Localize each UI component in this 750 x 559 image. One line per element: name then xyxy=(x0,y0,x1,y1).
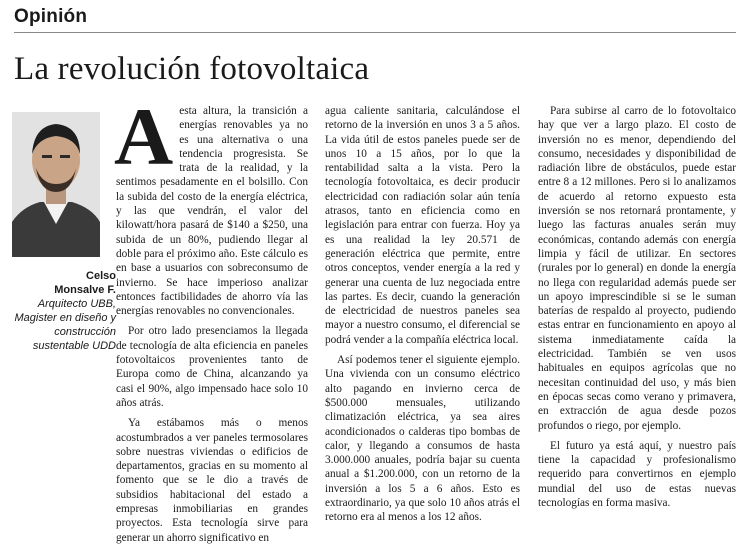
author-credentials: Arquitecto UBB, Magister en diseño y construcción sustentable UDD xyxy=(14,298,116,352)
article-paragraph: Ya estábamos más o menos acostumbrados a ver paneles termosolares sobre nuestras viviendas o edificios de departamentos, gracias en su momento al fomento que se le dio a través de subsidios habitacional del estado a empresas inmobiliarias en grandes proyectos. Esta tecnología sirve para generar un ahorro significativo en xyxy=(116,417,308,544)
article-paragraph: Así podemos tener el siguiente ejemplo. Una vivienda con un consumo eléctrico alto pagando en invierno cerca de $500.000 mensuales, utilizando climatización eléctrica, ya sea aires acondicionados o calderas tipo bombas de calor, y llegando a consumos de hasta 3.000.000 anuales, podría bajar su cuenta anual a $1.200.000, con un retorno de la inversión a los 5 a 6 años. Esto es extraordinario, ya que solo 10 años atrás el retorno era al menos a los 12 años. xyxy=(325,354,520,524)
article-paragraph: El futuro ya está aquí, y nuestro país tiene la capacidad y profesionalismo requerido para convertirnos en ejemplo mundial del uso de estas nuevas tecnologías en forma masiva. xyxy=(538,439,736,510)
article-headline: La revolución fotovoltaica xyxy=(14,51,370,87)
article-paragraph: agua caliente sanitaria, calculándose el retorno de la inversión en unos 3 a 5 años. La vida útil de estos paneles puede ser de unos 10 a 15 años, por lo que la rentabilidad salta a la vista. Pero la tecnología fotovoltaica, es decir producir electricidad con radiación solar aún tenía atrasos, tanto en eficiencia como en legislación para entrar con fuerza. Hoy ya es una realidad la ley 20.571 de generación eléctrica que permite, entre otros conceptos, vender energía a la red y generar una cuenta de luz negociada entre las partes. Es decir, cuando la generación de electricidad de nuestros paneles sea mayor a nuestro consumo, el diferencial se podrá vender a la compañía eléctrica local. xyxy=(325,105,520,346)
article-paragraph: Aesta altura, la transición a energías renovables ya no es una alternativa o una tendencia progresista. Se trata de la realidad, y la sentimos pesadamente en el bolsillo. Con la subida del costo de la energía eléctrica, y las que vendrán, el valor del kilowatt/hora pasará de $140 a $250, una subida de un 80%, pudiendo llegar al doble para el próximo año. Este cálculo es en base a usuarios con sobreconsumo de invierno. Se hace imperioso analizar entonces factibilidades de ahorro vía las energías renovables no convencionales. xyxy=(114,91,308,318)
article-column-3 xyxy=(538,104,736,516)
author-portrait-illustration xyxy=(12,112,100,257)
article-paragraph: Por otro lado presenciamos la llegada de tecnología de alta eficiencia en paneles fotovoltaicos provenientes tanto de Europa como de China, alcanzando ya casi el 90%, algo impensado hace solo 10 años atrás. xyxy=(116,325,308,409)
author-byline xyxy=(0,269,116,353)
author-last-name: Monsalve F. xyxy=(54,284,116,296)
section-divider xyxy=(14,32,736,33)
author-photo xyxy=(12,112,100,257)
article-column-2 xyxy=(325,104,520,531)
article-column-1 xyxy=(114,91,308,551)
author-first-name: Celso xyxy=(86,270,116,282)
drop-cap: A xyxy=(114,91,174,182)
article-paragraph: Para subirse al carro de lo fotovoltaico hay que ver a largo plazo. El costo de inversión no es menor, dependiendo del consumo, necesidades y disponibilidad de radiación libre de obstáculos, puede estar entre 8 a 12 millones. Pero si lo analizamos de acuerdo al retorno expuesto esta inversión se nos retornará prontamente, y luego las facturas anuales serán muy económicas, contando además con energía limpia y fácil de utilizar. En sectores (rurales por lo general) en donde la energía no llega con regularidad además puede ser un apoyo imprescindible si se le suman baterías de respaldo al proyecto, pudiendo estas entrar en funcionamiento en apoyo al sistema inmediatamente caída la electricidad. También se ven usos habituales en equipos agrícolas que no necesitan continuidad del uso, y más bien en épocas secas como verano y primavera, en extracción de agua desde pozos profundos o riego, por ejemplo. xyxy=(538,105,736,432)
section-label: Opinión xyxy=(14,6,88,27)
